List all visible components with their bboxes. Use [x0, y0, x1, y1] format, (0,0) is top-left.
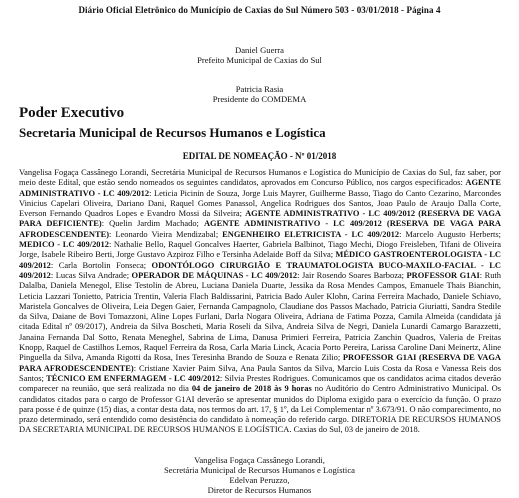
edital-title: EDITAL DE NOMEAÇÃO - Nº 01/2018 [182, 151, 337, 161]
body-segment-bold: AGENTE ADMINISTRATIVO - LC 409/2012 [19, 177, 501, 198]
section-title: Poder Executivo [19, 105, 125, 121]
body-segment: : Ruth Dalalba, Daniela Menegol, Elise Testolin de Abreu, Luciana Daniela Duarte, Jessika da Rosa Mendes Campos, Emanuele Thais Bianchin, Leticia Lazzari Tonietto, Patricia Trentin, Valeria Flach Baldissarini, Patricia Bado Auler Klohn, Carina Ferreira Machado, Daniele Schiavo, Maristela Goncalves de Oliveira, Leia Degen Gaier, Fernanda Campagnolo, Claudiane dos Passos Machado, Patricia Giuriatti, Sandra Stedile da Silva, Daiane de Bovi Tomazzoni, Aline Lopes Furlani, Darla Nogara Oliveira, Adriana de Fatima Pozza, Camila Almeida (candidata já citada Edital nº 09/2017), Andreia da Silva Boscheti, Maria Roseli da Silva, Andreia Silva de Negri, Daniela Lunardi Camargo Barazzetti, Janaina Fernanda Dal Sotto, Renata Meneghel, Sabrina de Lima, Danusa Primieri Ferreira, Patricia Zanchin Quadros, Valeria de Freitas Knopp, Raquel de Castilhos Lemos, Raquel Ferreira da Rosa, Carla Maria Linck, Acacia Porto Pereira, Larissa Caroline Dani Meinertz, Aline Pinguella da Silva, Amanda Rigotti da Rosa, Ines Teresinha Brando de Souza e Renata Zilio; [19, 269, 501, 363]
body-segment: Vangelisa Fogaça Cassânego Lorandi, Secretária Municipal de Recursos Humanos e Logística do Município de Caxias do Sul, faz saber, por meio deste Edital, que estão sendo nomeados os seguintes candidatos, aprovados em Concurso Público, nos cargos especificados: [19, 167, 501, 188]
signature-comdema [0, 84, 519, 104]
signature-name: Patricia Rasia [235, 84, 284, 94]
body-segment: : Marcelo Augusto Herberts; [399, 228, 501, 239]
body-segment-bold: MEDICO - LC 409/2012 [19, 239, 109, 250]
edital-body [19, 167, 501, 435]
body-segment-bold: PROFESSOR G1AI [406, 269, 480, 280]
body-segment-bold: AGENTE ADMINISTRATIVO - LC 409/2012 (RESERVA DE VAGA PARA AFRODESCENDENTE) [19, 218, 501, 239]
body-segment-bold: 04 de janeiro de 2018 às 9 horas [191, 383, 312, 394]
signature-role: Prefeito Municipal de Caxias do Sul [197, 55, 322, 65]
body-segment-bold: ENGENHEIRO ELETRICISTA - LC 409/2012 [222, 228, 400, 239]
body-segment-bold: PROFESSOR G1AI (RESERVA DE VAGA PARA AFRODESCENDENTE) [19, 352, 501, 373]
body-segment-bold: TÉCNICO EM ENFERMAGEM - LC 409/2012 [46, 372, 220, 383]
signature-prefeito [0, 45, 519, 65]
body-segment: : Silvia Prestes Rodrigues. Comunicamos que os candidatos acima citados deverão comparecer na reunião, que será realizada no dia [19, 372, 502, 394]
section-subtitle: Secretaria Municipal de Recursos Humanos e Logística [19, 125, 326, 140]
body-segment: : Quelin Jardim Machado; [101, 218, 204, 229]
signature-name: Edelvan Peruzzo, [229, 475, 290, 485]
signature-role: Presidente do COMDEMA [212, 94, 307, 104]
body-segment: : Nathalie Bello, Raquel Goncalves Haerter, Gabriela Balbinot, Tiago Mechi, Diogo Freisleben, Tifani de Oliveira Jorge, Isabele Ribeiro Berti, Jorge Gustavo Azpiroz Filho e Tersinha Adelaide Boff da Silva; [19, 239, 502, 260]
body-segment: : Leticia Picinin de Souza, Jorge Luis Mayrer, Guilherme Basso, Tiago do Canto Cezarino, Marcondes Vinicius Capelari Oliveira, Dariano Dani, Raquel Gomes Panassol, Angelica Rodrigues dos Santos, Joao Paulo de Araujo Dalla Corte, Everson Fernando Quadros Lopes e Evandro Mossi da Silveira; [19, 187, 501, 219]
body-segment-bold: AGENTE ADMINISTRATIVO - LC 409/2012 (RESERVA DE VAGA PARA DEFICIENTE) [19, 208, 501, 229]
signature-role: Secretária Municipal de Recursos Humanos e Logística [164, 465, 355, 475]
body-segment: : Leonardo Vieira Mendizabal; [109, 228, 223, 239]
body-segment: : Cristiane Xavier Paim Silva, Ana Paula Santos da Silva, Marcio Luis Costa da Rosa e Vanessa Reis dos Santos; [19, 362, 501, 383]
body-segment: : Carla Bortolin Fonseca; [50, 259, 152, 270]
signature-name: Vangelisa Fogaça Cassânego Lorandi, [194, 455, 325, 465]
signature-secretaria [0, 455, 519, 495]
body-segment-bold: MÉDICO GASTROENTEROLOGISTA - LC 409/2012 [19, 249, 501, 270]
body-segment-bold: ODONTÓLOGO CIRURGIÃO E TRAUMATOLOGISTA BUCO-MAXILO-FACIAL - LC 409/2012 [19, 259, 501, 280]
body-segment: : Lucas Silva Andrade; [50, 269, 132, 280]
signature-name: Daniel Guerra [235, 45, 284, 55]
body-segment: no Auditório do Centro Administrativo Municipal. Os candidatos citados para o cargo de Professor G1AI deverão se apresentar munidos do Diploma exigido para o exercício da função. O prazo para posse é de quinze (15) dias, a contar desta data, nos termos do art. 17, § 1º, da Lei Complementar nº 3.673/91. O não comparecimento, no prazo determinado, será entendido como desistência do candidato à nomeação do referido cargo. DIRETORIA DE RECURSOS HUMANOS DA SECRETARIA MUNICIPAL DE RECURSOS HUMANOS E LOGÍSTICA. Caxias do Sul, 03 de janeiro de 2018. [19, 383, 502, 435]
body-segment-bold: OPERADOR DE MÁQUINAS - LC 409/2012 [131, 269, 298, 280]
gazette-header: Diário Oficial Eletrônico do Município de Caxias do Sul Número 503 - 03/01/2018 - Página 4 [78, 5, 441, 15]
signature-role: Diretor de Recursos Humanos [207, 485, 312, 495]
body-segment: : Jair Rosendo Soares Barboza; [297, 269, 407, 280]
